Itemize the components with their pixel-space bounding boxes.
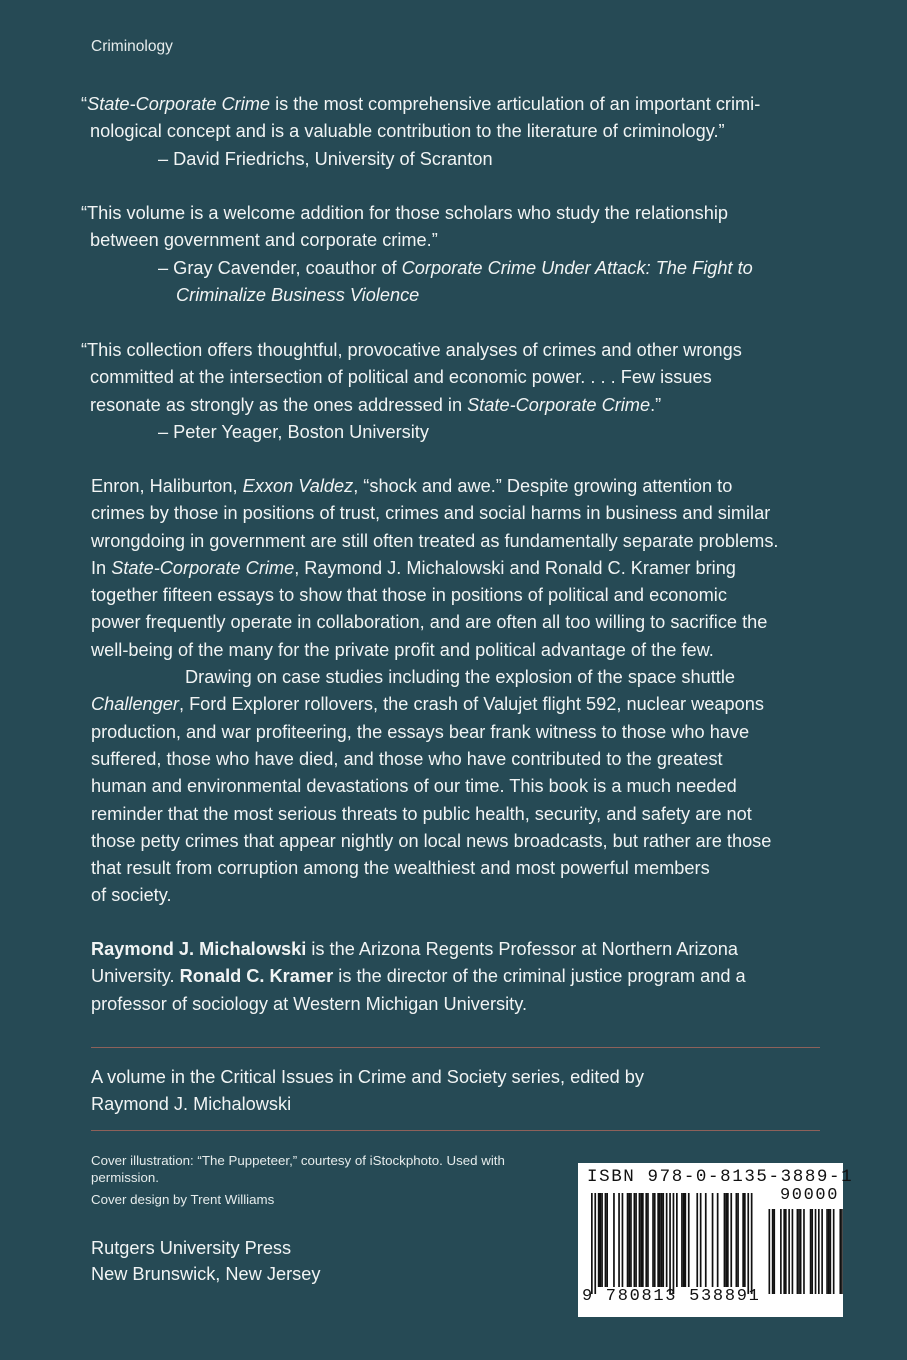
barcode-addon-bar — [769, 1209, 771, 1294]
blurb-attribution: – David Friedrichs, University of Scranton — [158, 148, 493, 169]
barcode-addon-bar — [772, 1209, 774, 1294]
barcode-addon-bar — [839, 1209, 841, 1294]
description-paragraph-2 — [91, 664, 821, 910]
barcode-bar — [717, 1193, 719, 1287]
barcode-bar — [605, 1193, 607, 1287]
isbn-barcode — [578, 1163, 854, 1317]
barcode-bar — [662, 1193, 664, 1287]
divider-bottom — [91, 1130, 820, 1131]
barcode-addon-bar — [803, 1209, 805, 1294]
barcode-addon-bar — [828, 1209, 830, 1294]
barcode-bar — [681, 1193, 683, 1287]
barcode-bar — [725, 1193, 727, 1287]
blurb-line: “This collection offers thoughtful, provocative analyses of crimes and other wrongs — [81, 340, 742, 360]
barcode-addon-bar — [826, 1209, 828, 1294]
text-line: production, and war profiteering, the essays bear frank witness to those who have — [91, 721, 750, 742]
series-line: A volume in the Critical Issues in Crime and Society series, edited by — [91, 1067, 644, 1087]
divider-top — [91, 1047, 820, 1048]
barcode-bar — [736, 1193, 738, 1287]
blurb-cavender — [81, 200, 816, 309]
barcode-bar — [751, 1193, 753, 1294]
barcode-bar — [712, 1193, 714, 1287]
barcode-bar — [727, 1193, 729, 1287]
barcode-bar — [635, 1193, 637, 1287]
barcode-bar — [634, 1193, 636, 1287]
barcode-bar — [659, 1193, 661, 1287]
barcode-bar — [627, 1193, 629, 1287]
text-line: Challenger, Ford Explorer rollovers, the crash of Valujet flight 592, nuclear weapons — [91, 694, 764, 715]
barcode-bar — [618, 1193, 620, 1287]
series-note — [91, 1064, 644, 1119]
text-line: crimes by those in positions of trust, crimes and social harms in business and similar — [91, 503, 771, 524]
text-line: Enron, Haliburton, Exxon Valdez, “shock and awe.” Despite growing attention to — [91, 476, 733, 496]
text-line: professor of sociology at Western Michigan University. — [91, 993, 528, 1014]
cover-credits — [91, 1152, 505, 1208]
barcode-addon-number: 90000 — [780, 1186, 840, 1205]
barcode-addon-bar — [797, 1209, 799, 1294]
barcode-bar — [737, 1193, 739, 1287]
barcode-addon-bar — [783, 1209, 785, 1294]
blurb-line: “This volume is a welcome addition for those scholars who study the relationship — [81, 203, 728, 223]
publisher-block — [91, 1235, 320, 1287]
barcode-bar — [606, 1193, 608, 1287]
barcode-bar — [600, 1193, 602, 1287]
barcode-bar — [696, 1193, 698, 1287]
barcode-addon-bar — [821, 1209, 823, 1294]
text-line: well-being of the many for the private profit and political advantage of the few. — [91, 639, 714, 660]
text-line: suffered, those who have died, and those who have contributed to the greatest — [91, 748, 723, 769]
barcode-bar — [642, 1193, 644, 1287]
barcode-bar — [591, 1193, 593, 1294]
barcode-bar — [700, 1193, 702, 1287]
barcode-bar — [652, 1193, 654, 1287]
barcode-bar — [669, 1193, 671, 1294]
text-line: those petty crimes that appear nightly on local news broadcasts, but rather are those — [91, 830, 772, 851]
series-line: Raymond J. Michalowski — [91, 1094, 292, 1115]
barcode-bar — [594, 1193, 596, 1294]
barcode-addon-bar — [780, 1209, 782, 1294]
barcode-addon-bar — [785, 1209, 787, 1294]
blurb-line: nological concept and is a valuable contribution to the literature of criminology.” — [90, 121, 725, 142]
blurb-attribution: Criminalize Business Violence — [176, 284, 420, 305]
text-line: Drawing on case studies including the explosion of the space shuttle — [185, 667, 736, 688]
barcode-bar — [742, 1193, 744, 1287]
text-line: that result from corruption among the wealthiest and most powerful members — [91, 858, 710, 879]
illustration-credit: Cover illustration: “The Puppeteer,” courtesy of iStockphoto. Used with — [91, 1153, 505, 1168]
barcode-addon-bar — [841, 1209, 843, 1294]
barcode-addon-bar — [788, 1209, 790, 1294]
barcode-bar — [683, 1193, 685, 1287]
text-line: wrongdoing in government are still often treated as fundamentally separate problems. — [91, 530, 779, 551]
book-description — [91, 473, 821, 910]
blurb-yeager — [81, 337, 816, 446]
text-line: In State-Corporate Crime, Raymond J. Michalowski and Ronald C. Kramer bring — [91, 557, 736, 578]
barcode-bar — [676, 1193, 678, 1287]
publisher-location: New Brunswick, New Jersey — [91, 1264, 321, 1284]
text-line: together fifteen essays to show that those in positions of political and economic — [91, 585, 727, 606]
blurb-attribution: – Gray Cavender, coauthor of Corporate Crime Under Attack: The Fight to — [158, 257, 753, 278]
barcode-bar — [685, 1193, 687, 1287]
blurb-friedrichs — [81, 91, 816, 173]
authors-bio — [91, 936, 821, 1018]
barcode-bar — [640, 1193, 642, 1287]
text-line: reminder that the most serious threats to public health, security, and safety are not — [91, 803, 752, 824]
blurb-line: between government and corporate crime.” — [90, 230, 438, 251]
isbn-label: ISBN 978-0-8135-3889-1 — [587, 1167, 854, 1187]
blurb-line: committed at the intersection of political and economic power. . . . Few issues — [90, 367, 712, 388]
text-line: of society. — [91, 885, 172, 906]
barcode-bar — [673, 1193, 675, 1294]
barcode-bar — [613, 1193, 615, 1287]
barcode-addon-bar — [792, 1209, 794, 1294]
barcode-addon-bar — [800, 1209, 802, 1294]
barcode-addon-bar — [773, 1209, 775, 1294]
description-paragraph-1 — [91, 473, 821, 664]
barcode-addon-bar — [833, 1209, 835, 1294]
blurb-line: resonate as strongly as the ones addressed in State-Corporate Crime.” — [90, 394, 662, 415]
barcode-bar — [661, 1193, 663, 1287]
barcode-bar — [705, 1193, 707, 1287]
barcode-bar — [730, 1193, 732, 1287]
barcode-bar — [645, 1193, 647, 1287]
barcode-bar — [622, 1193, 624, 1287]
barcode-bar — [598, 1193, 600, 1287]
barcode-bar — [747, 1193, 749, 1294]
barcode-addon-bar — [810, 1209, 812, 1294]
barcode-addon-bar — [811, 1209, 813, 1294]
barcode-ean-number: 9 780813 538891 — [582, 1287, 761, 1306]
blurb-attribution: – Peter Yeager, Boston University — [158, 421, 429, 442]
barcode-bar — [628, 1193, 630, 1287]
barcode-bar — [647, 1193, 649, 1287]
text-line: University. Ronald C. Kramer is the director of the criminal justice program and a — [91, 966, 746, 987]
barcode-bar — [630, 1193, 632, 1287]
publisher-name: Rutgers University Press — [91, 1238, 292, 1258]
illustration-credit: permission. — [91, 1170, 159, 1185]
barcode-addon-bar — [815, 1209, 817, 1294]
barcode-addon-bar — [798, 1209, 800, 1294]
blurb-line: “State-Corporate Crime is the most comprehensive articulation of an important crimi- — [81, 94, 761, 114]
barcode-bar — [639, 1193, 641, 1287]
barcode-addon-bar — [818, 1209, 820, 1294]
text-line: power frequently operate in collaboration, and are often all too willing to sacrifice the — [91, 612, 768, 633]
barcode-bar — [688, 1193, 690, 1287]
barcode-bar — [657, 1193, 659, 1287]
barcode-bar — [724, 1193, 726, 1287]
text-line: Raymond J. Michalowski is the Arizona Regents Professor at Northern Arizona — [91, 939, 738, 959]
barcode-bar — [744, 1193, 746, 1287]
category-label: Criminology — [91, 38, 173, 55]
barcode-bar — [601, 1193, 603, 1287]
barcode-bar — [654, 1193, 656, 1287]
design-credit: Cover design by Trent Williams — [91, 1192, 275, 1207]
text-line: human and environmental devastations of our time. This book is a much needed — [91, 776, 737, 797]
barcode-bar — [666, 1193, 668, 1287]
barcode-addon-bar — [830, 1209, 832, 1294]
